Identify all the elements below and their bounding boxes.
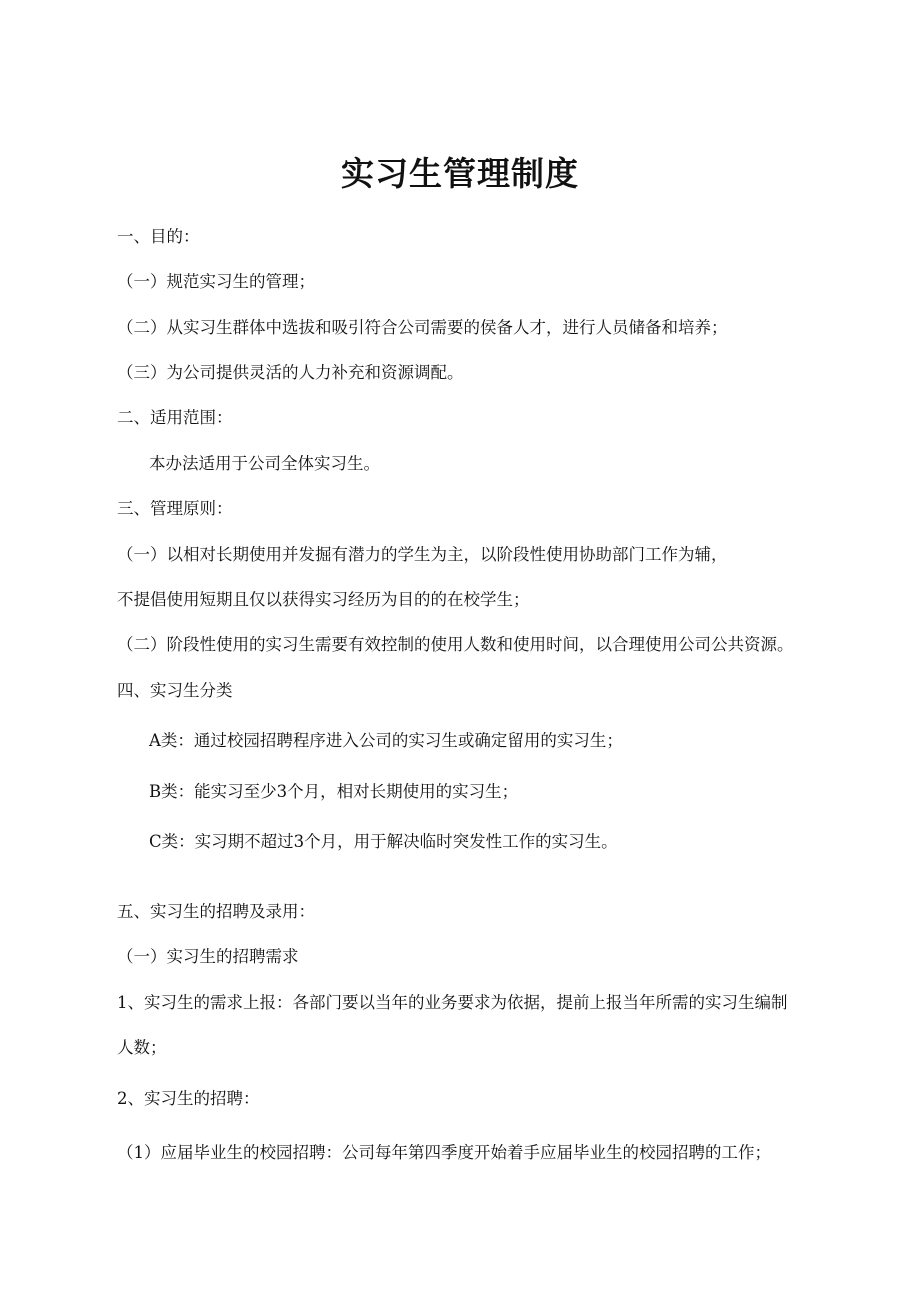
category-item-a: A类：通过校园招聘程序进入公司的实习生或确定留用的实习生； xyxy=(149,731,623,750)
paragraph-line: （二）从实习生群体中选拔和吸引符合公司需要的侯备人才，进行人员储备和培养； xyxy=(117,318,728,337)
paragraph-line: （一）以相对长期使用并发掘有潜力的学生为主，以阶段性使用协助部门工作为辅， xyxy=(117,545,728,564)
section-heading-recruitment: 五、实习生的招聘及录用： xyxy=(117,902,315,921)
document-title: 实习生管理制度 xyxy=(341,154,579,193)
paragraph-line: （1）应届毕业生的校园招聘：公司每年第四季度开始着手应届毕业生的校园招聘的工作； xyxy=(117,1143,771,1162)
section-heading-scope: 二、适用范围： xyxy=(117,408,233,427)
category-item-c: C类：实习期不超过3个月，用于解决临时突发性工作的实习生。 xyxy=(149,832,618,851)
paragraph-line: （二）阶段性使用的实习生需要有效控制的使用人数和使用时间，以合理使用公司公共资源。 xyxy=(117,635,794,654)
paragraph-line: （一）规范实习生的管理； xyxy=(117,272,315,291)
paragraph-line: 2、实习生的招聘： xyxy=(117,1089,260,1108)
section-heading-purpose: 一、目的： xyxy=(117,227,200,246)
paragraph-line: 1、实习生的需求上报：各部门要以当年的业务要求为依据，提前上报当年所需的实习生编制 xyxy=(117,993,788,1012)
paragraph-line: （一）实习生的招聘需求 xyxy=(117,947,299,966)
paragraph-line: 不提倡使用短期且仅以获得实习经历为目的的在校学生； xyxy=(117,590,530,609)
paragraph-line: 人数； xyxy=(117,1038,167,1057)
category-item-b: B类：能实习至少3个月，相对长期使用的实习生； xyxy=(149,782,519,801)
section-heading-categories: 四、实习生分类 xyxy=(117,681,233,700)
paragraph-line: 本办法适用于公司全体实习生。 xyxy=(149,454,380,473)
paragraph-line: （三）为公司提供灵活的人力补充和资源调配。 xyxy=(117,363,464,382)
section-heading-principles: 三、管理原则： xyxy=(117,499,233,518)
